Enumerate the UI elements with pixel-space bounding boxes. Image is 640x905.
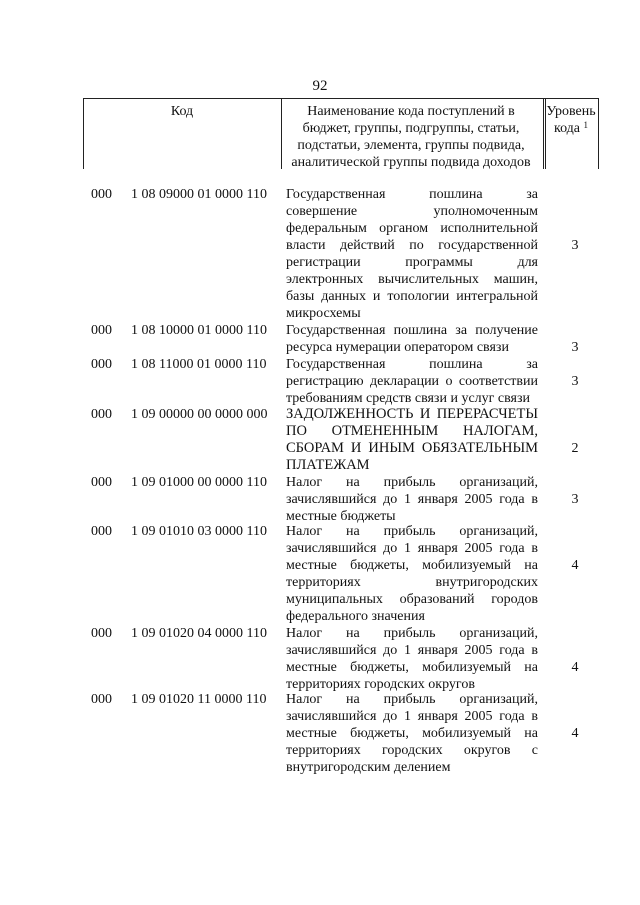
revenue-name-line: местные бюджеты, мобилизуемый на — [286, 660, 538, 675]
revenue-name-cell — [286, 523, 538, 625]
admin-code-cell: 000 — [91, 692, 112, 707]
header-level-line2 — [544, 120, 598, 137]
classification-code-cell: 1 09 01020 04 0000 110 — [131, 626, 267, 641]
revenue-name-line: зачислявшийся до 1 января 2005 года в — [286, 492, 538, 507]
revenue-name-cell — [286, 691, 538, 776]
revenue-name-line: базы данных и топологии интегральной — [286, 289, 538, 304]
classification-code-cell: 1 09 01000 00 0000 110 — [131, 475, 267, 490]
revenue-name-line: СБОРАМ И ИНЫМ ОБЯЗАТЕЛЬНЫМ — [286, 440, 538, 456]
header-name-line: аналитической группы подвида доходов — [291, 155, 531, 170]
header-level-line1: Уровень — [546, 104, 596, 119]
page-number: 92 — [312, 78, 328, 94]
revenue-name-line: внутригородским делением — [286, 760, 451, 775]
code-level-cell: 3 — [571, 238, 579, 253]
revenue-name-cell — [286, 186, 538, 322]
admin-code-cell: 000 — [91, 626, 112, 641]
revenue-name-line: федерального значения — [286, 609, 425, 624]
admin-code-cell: 000 — [91, 357, 112, 372]
revenue-name-line: Налог на прибыль организаций, — [286, 475, 538, 490]
footnote-marker: 1 — [583, 120, 589, 130]
code-level-cell: 4 — [571, 660, 579, 675]
revenue-name-cell — [286, 625, 538, 693]
revenue-name-line: муниципальных образований городов — [286, 592, 538, 607]
revenue-name-line: ПЛАТЕЖАМ — [286, 457, 370, 473]
header-name-line: подстатьи, элемента, группы подвида, — [297, 138, 525, 153]
revenue-name-line: требованиям средств связи и услуг связи — [286, 391, 530, 406]
classification-code-cell: 1 09 00000 00 0000 000 — [131, 407, 268, 422]
classification-code-cell: 1 08 09000 01 0000 110 — [131, 187, 267, 202]
header-code-label: Код — [170, 104, 194, 119]
revenue-name-line: местные бюджеты, мобилизуемый на — [286, 558, 538, 573]
header-level-label — [544, 99, 598, 137]
classification-code-cell: 1 08 10000 01 0000 110 — [131, 323, 267, 338]
admin-code-cell: 000 — [91, 407, 112, 422]
revenue-name-cell — [286, 474, 538, 525]
revenue-name-line: Государственная пошлина за получение — [286, 323, 538, 338]
header-code-cell — [84, 99, 280, 169]
table-header — [83, 98, 546, 169]
header-name-label — [282, 99, 540, 171]
revenue-name-line: местные бюджеты — [286, 509, 396, 524]
revenue-name-line: ПО ОТМЕНЕННЫМ НАЛОГАМ, — [286, 423, 538, 439]
revenue-name-line: зачислявшийся до 1 января 2005 года в — [286, 709, 538, 724]
code-level-cell: 2 — [571, 441, 579, 456]
revenue-name-line: ресурса нумерации оператором связи — [286, 340, 509, 355]
revenue-name-line: Государственная пошлина за — [286, 357, 538, 372]
revenue-name-line: территориях городских округов — [286, 677, 475, 692]
revenue-name-line: Налог на прибыль организаций, — [286, 524, 538, 539]
revenue-name-line: совершение уполномоченным — [286, 204, 538, 219]
revenue-name-line: территориях внутригородских — [286, 575, 538, 590]
header-name-cell — [281, 99, 540, 169]
revenue-name-cell — [286, 406, 538, 474]
revenue-name-cell — [286, 356, 538, 407]
revenue-name-line: регистрации программы для — [286, 255, 538, 270]
header-name-line: бюджет, группы, подгруппы, статьи, — [302, 121, 520, 136]
revenue-name-line: федеральным органом исполнительной — [286, 221, 538, 236]
classification-code-cell: 1 08 11000 01 0000 110 — [131, 357, 267, 372]
code-level-cell: 3 — [571, 340, 579, 355]
header-level-cell — [543, 98, 599, 169]
classification-code-cell: 1 09 01020 11 0000 110 — [131, 692, 267, 707]
header-level-word: кода — [553, 121, 581, 136]
revenue-name-line: электронных вычислительных машин, — [286, 272, 538, 287]
revenue-name-line: зачислявшийся до 1 января 2005 года в — [286, 643, 538, 658]
revenue-name-line: местные бюджеты, мобилизуемый на — [286, 726, 538, 741]
revenue-name-line: регистрацию декларации о соответствии — [286, 374, 538, 389]
code-level-cell: 3 — [571, 374, 579, 389]
revenue-name-cell — [286, 322, 538, 356]
header-name-line: Наименование кода поступлений в — [307, 104, 515, 119]
admin-code-cell: 000 — [91, 187, 112, 202]
revenue-name-line: власти действий по государственной — [286, 238, 538, 253]
classification-code-cell: 1 09 01010 03 0000 110 — [131, 524, 267, 539]
code-level-cell: 4 — [571, 726, 579, 741]
code-level-cell: 4 — [571, 558, 579, 573]
revenue-name-line: Налог на прибыль организаций, — [286, 626, 538, 641]
admin-code-cell: 000 — [91, 475, 112, 490]
admin-code-cell: 000 — [91, 524, 112, 539]
revenue-name-line: зачислявшийся до 1 января 2005 года в — [286, 541, 538, 556]
revenue-name-line: микросхемы — [286, 306, 361, 321]
code-level-cell: 3 — [571, 492, 579, 507]
revenue-name-line: ЗАДОЛЖЕННОСТЬ И ПЕРЕРАСЧЕТЫ — [286, 406, 538, 422]
revenue-name-line: территориях городских округов с — [286, 743, 538, 758]
revenue-name-line: Государственная пошлина за — [286, 187, 538, 202]
revenue-name-line: Налог на прибыль организаций, — [286, 692, 538, 707]
admin-code-cell: 000 — [91, 323, 112, 338]
